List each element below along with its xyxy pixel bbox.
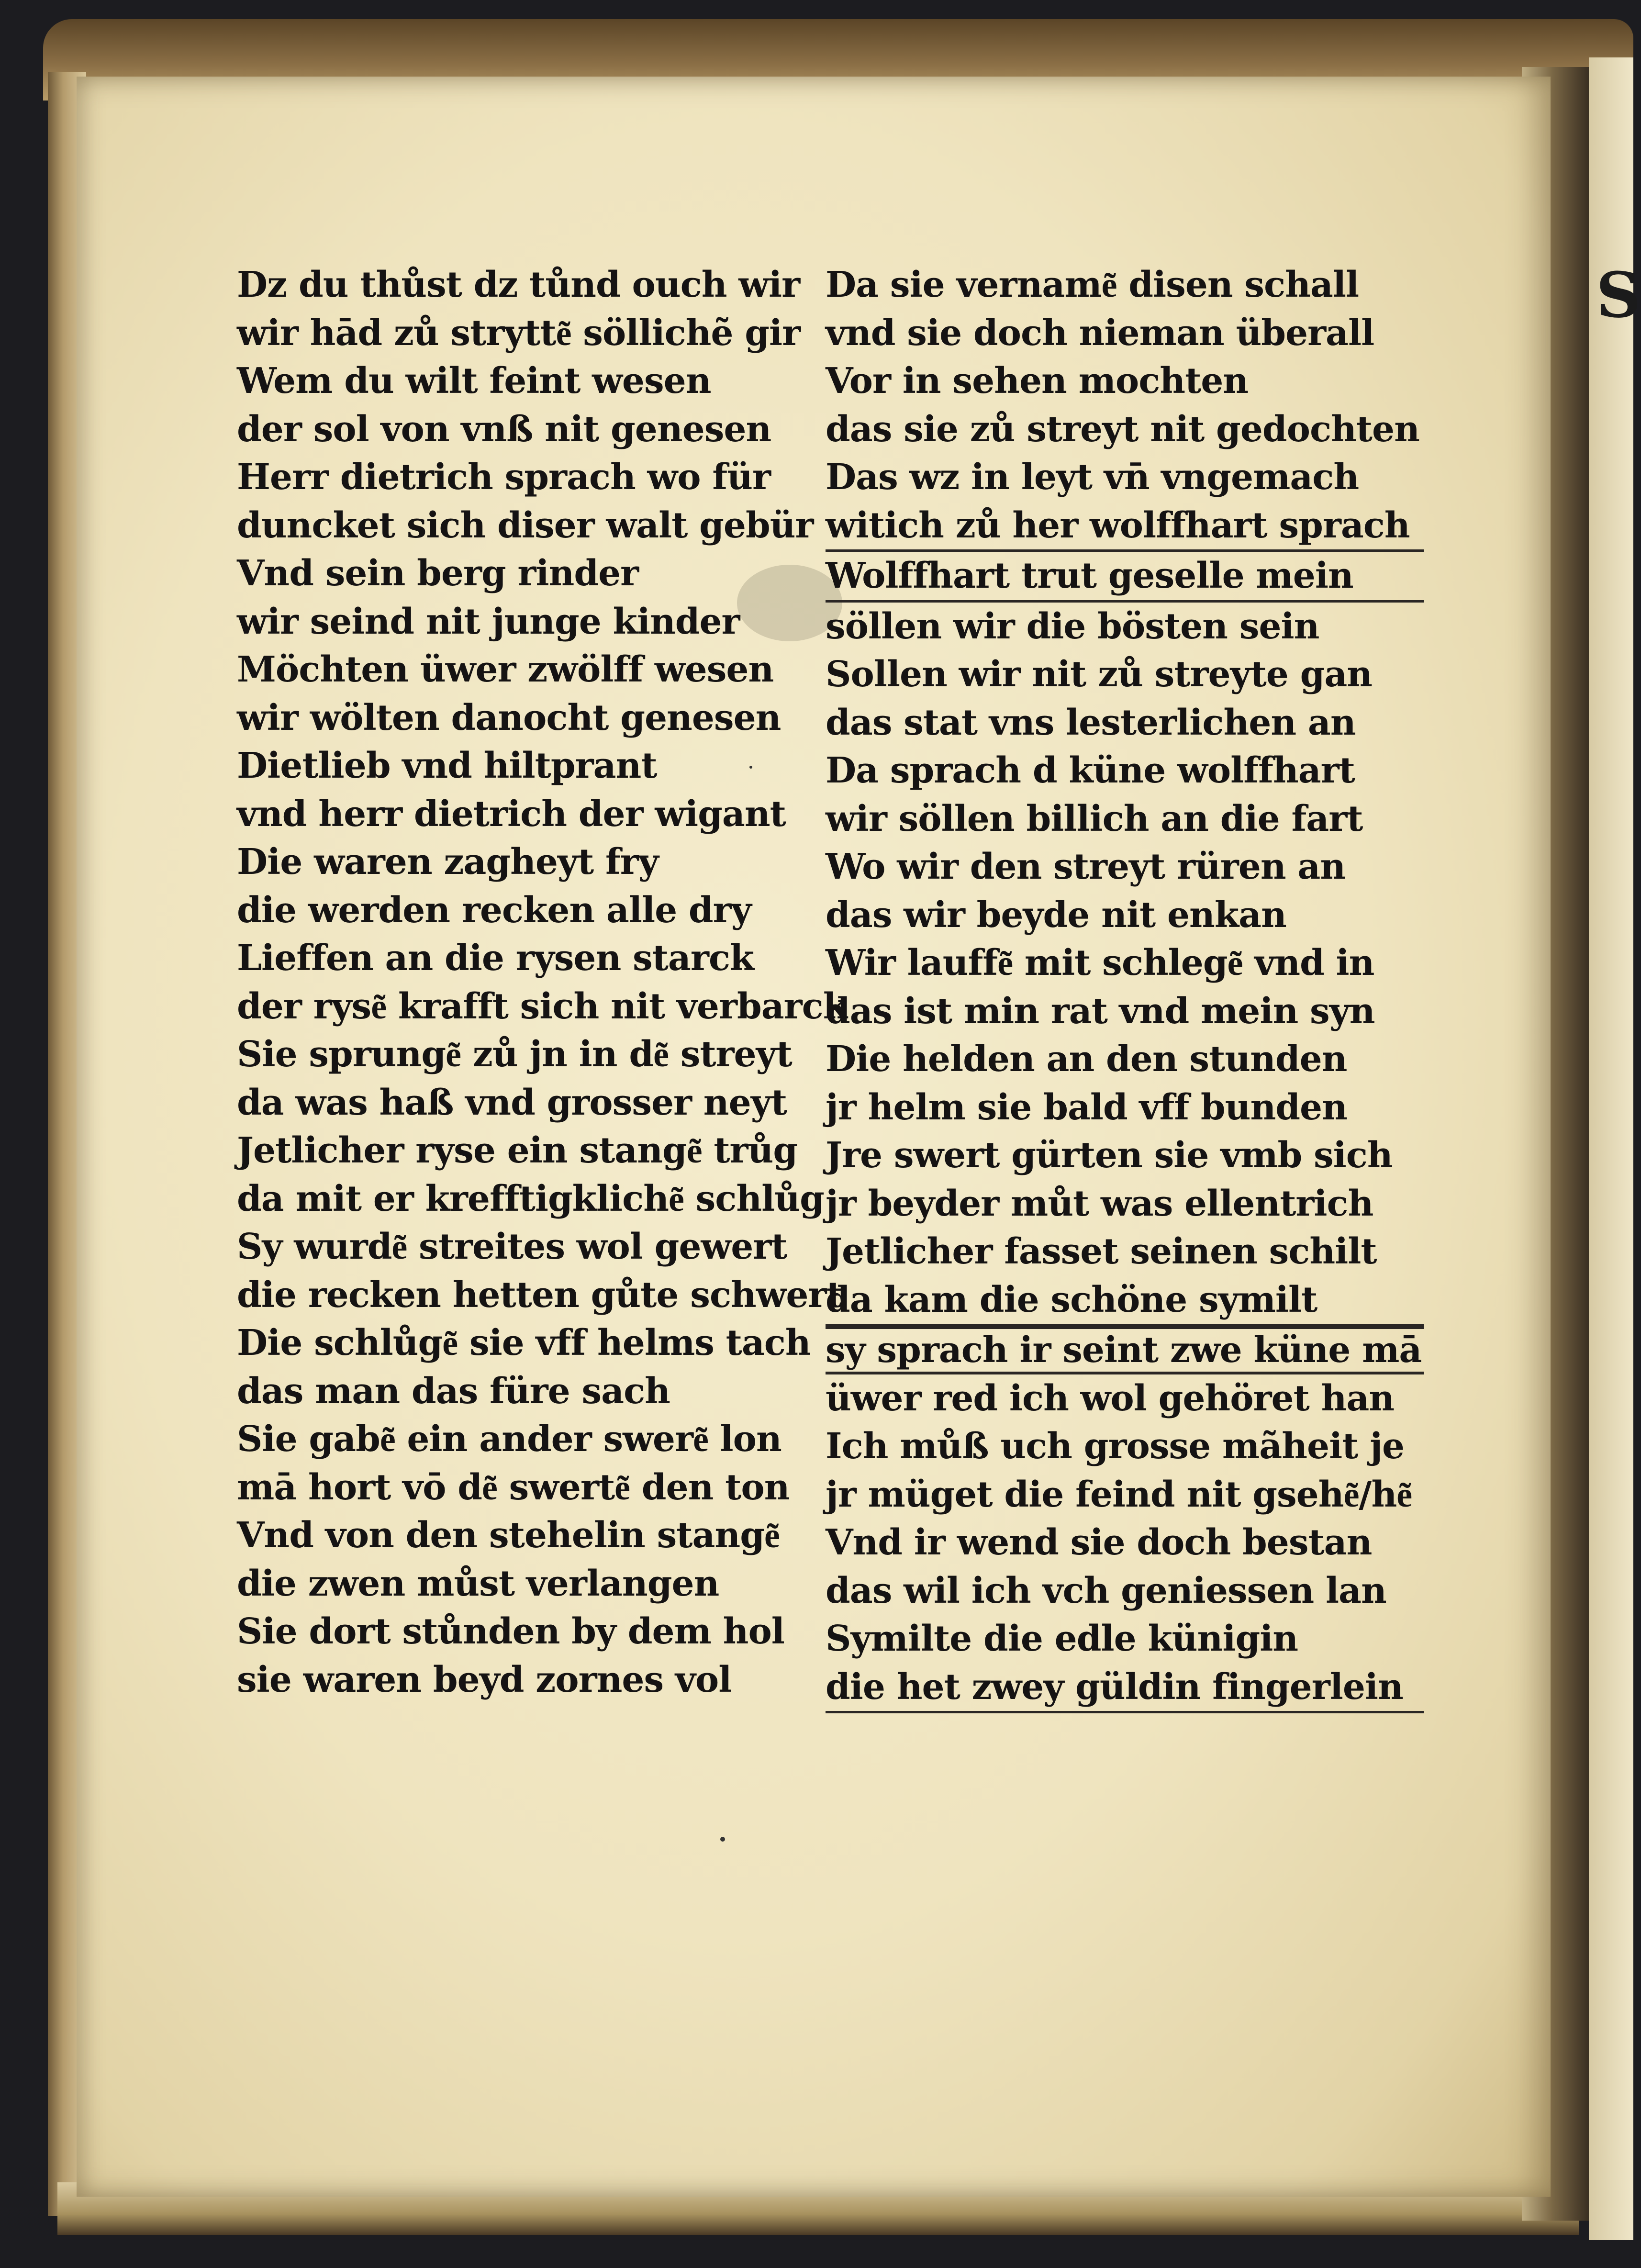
verse-line: Jetlicher ryse ein stange͂ trůg — [237, 1130, 798, 1171]
verse-line: da kam die schöne symilt — [826, 1276, 1424, 1327]
verse-line: Jre swert gürten sie vmb sich — [826, 1135, 1393, 1176]
verse-line: Vnd ir wend sie doch bestan — [826, 1522, 1372, 1563]
verse-line: sy sprach ir seint zwe küne mā — [826, 1326, 1424, 1374]
verse-line: Ich můß uch grosse mãheit je — [826, 1426, 1405, 1467]
verse-line: sie waren beyd zornes vol — [237, 1659, 732, 1700]
verse-line: das sie zů streyt nit gedochten — [826, 408, 1419, 450]
verse-line: wir söllen billich an die fart — [826, 798, 1363, 839]
verse-line: die recken hetten gůte schwert — [237, 1274, 842, 1316]
verse-line: Das wz in leyt vn̄ vngemach — [826, 457, 1359, 498]
verse-line: Jetlicher fasset seinen schilt — [826, 1231, 1377, 1272]
verse-line: Herr dietrich sprach wo für — [237, 457, 770, 498]
verse-line: der ryse͂ krafft sich nit verbarck — [237, 985, 847, 1027]
ink-speck — [720, 1837, 725, 1842]
verse-line: söllen wir die bösten sein — [826, 605, 1319, 647]
verse-line: Sie gabe͂ ein ander swere͂ lon — [237, 1419, 781, 1460]
verse-line: üwer red ich wol gehöret han — [826, 1377, 1395, 1419]
verse-line: duncket sich diser walt gebür — [237, 504, 814, 546]
right-text-column — [826, 261, 1424, 1713]
verse-line: Sy wurde͂ streites wol gewert — [237, 1226, 787, 1267]
verse-line: Da sprach d küne wolffhart — [826, 750, 1355, 791]
verse-line: das stat vns lesterlichen an — [826, 702, 1356, 743]
verse-line: die het zwey güldin fingerlein — [826, 1663, 1424, 1714]
verse-line: Wir lauffe͂ mit schlege͂ vnd in — [826, 942, 1374, 983]
verse-line: der sol von vnß nit genesen — [237, 408, 771, 450]
verse-line: jr helm sie bald vff bunden — [826, 1086, 1347, 1128]
facing-page-edge — [1589, 57, 1633, 2240]
verse-line: jr müget die feind nit gsehe͂/he͂ — [826, 1474, 1412, 1515]
verse-line: das wir beyde nit enkan — [826, 894, 1286, 936]
verse-line: das man das füre sach — [237, 1370, 670, 1412]
verse-line: vnd sie doch nieman überall — [826, 312, 1374, 354]
verse-line: Möchten üwer zwölff wesen — [237, 649, 774, 690]
verse-line: Die waren zagheyt fry — [237, 841, 659, 883]
verse-line: Wem du wilt feint wesen — [237, 360, 711, 402]
verse-line: das ist min rat vnd mein syn — [826, 990, 1375, 1032]
verse-line: Vor in sehen mochten — [826, 360, 1249, 402]
verse-line: Die helden an den stunden — [826, 1039, 1347, 1080]
verse-line: mā hort vō de͂ swerte͂ den ton — [237, 1466, 790, 1508]
facing-page-glyph: S — [1596, 258, 1641, 332]
verse-line: Sie sprunge͂ zů jn in de͂ streyt — [237, 1034, 792, 1075]
verse-line: wir hād zů strytte͂ söllichẽ gir — [237, 312, 801, 354]
verse-line: Dietlieb vnd hiltprant — [237, 745, 657, 786]
verse-line: die werden recken alle dry — [237, 889, 751, 931]
verse-line: Vnd von den stehelin stange͂ — [237, 1515, 780, 1556]
verse-line: wir seind nit junge kinder — [237, 601, 740, 642]
verse-line: die zwen můst verlangen — [237, 1563, 719, 1604]
verse-line: Da sie vername͂ disen schall — [826, 264, 1359, 305]
verse-line: Symilte die edle künigin — [826, 1618, 1298, 1659]
verse-line: Wo wir den streyt rüren an — [826, 846, 1346, 887]
verse-line: Wolffhart trut geselle mein — [826, 552, 1424, 603]
verse-line: witich zů her wolffhart sprach — [826, 502, 1424, 552]
verse-line: wir wölten danocht genesen — [237, 697, 781, 738]
verse-line: jr beyder můt was ellentrich — [826, 1183, 1373, 1224]
verse-line: das wil ich vch geniessen lan — [826, 1570, 1386, 1611]
verse-line: Lieffen an die rysen starck — [237, 938, 754, 979]
verse-line: da mit er krefftigkliche͂ schlůg — [237, 1178, 824, 1219]
verse-line: Vnd sein berg rinder — [237, 553, 639, 594]
verse-line: Sie dort stůnden by dem hol — [237, 1611, 784, 1652]
verse-line: da was haß vnd grosser neyt — [237, 1082, 787, 1123]
verse-line: Die schlůge͂ sie vff helms tach — [237, 1322, 811, 1363]
verse-line: Dz du thůst dz tůnd ouch wir — [237, 264, 800, 305]
left-text-column — [237, 261, 847, 1704]
verse-line: vnd herr dietrich der wigant — [237, 793, 786, 835]
verse-line: Sollen wir nit zů streyte gan — [826, 654, 1373, 695]
